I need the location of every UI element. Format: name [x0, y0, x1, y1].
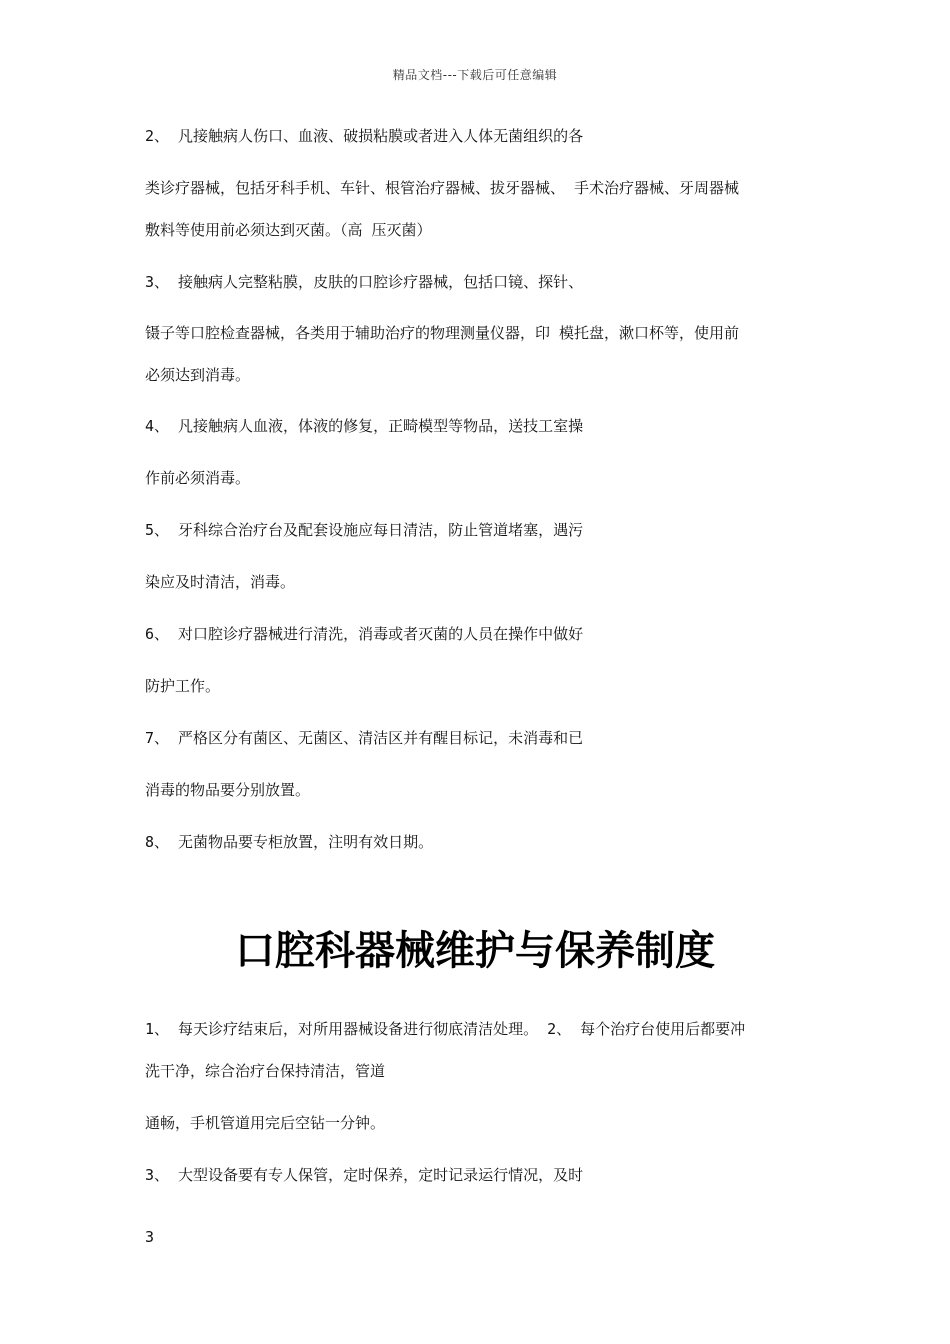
text-line: 镊子等口腔检查器械，各类用于辅助治疗的物理测量仪器，印 模托盘，漱口杯等，使用前 — [145, 324, 740, 342]
text-line: 6、 对口腔诊疗器械进行清洗，消毒或者灭菌的人员在操作中做好 — [145, 625, 584, 643]
text-line: 8、 无菌物品要专柜放置，注明有效日期。 — [145, 833, 434, 851]
text-line: 敷料等使用前必须达到灭菌。（高 压灭菌） — [145, 221, 432, 239]
text-line: 1、 每天诊疗结束后，对所用器械设备进行彻底清洁处理。 2、 每个治疗台使用后都要冲 — [145, 1020, 746, 1038]
text-line: 5、 牙科综合治疗台及配套设施应每日清洁，防止管道堵塞，遇污 — [145, 521, 584, 539]
text-line: 防护工作。 — [145, 677, 221, 695]
text-line: 2、 凡接触病人伤口、血液、破损粘膜或者进入人体无菌组织的各 — [145, 127, 584, 145]
page-number: 3 — [145, 1228, 155, 1246]
text-line: 必须达到消毒。 — [145, 366, 251, 384]
text-line: 染应及时清洁，消毒。 — [145, 573, 296, 591]
text-line: 通畅，手机管道用完后空钻一分钟。 — [145, 1114, 386, 1132]
text-line: 3、 大型设备要有专人保管，定时保养，定时记录运行情况，及时 — [145, 1166, 584, 1184]
text-line: 3、 接触病人完整粘膜，皮肤的口腔诊疗器械，包括口镜、探针、 — [145, 273, 584, 291]
section-title: 口腔科器械维护与保养制度 — [235, 928, 715, 974]
text-line: 洗干净，综合治疗台保持清洁，管道 — [145, 1062, 386, 1080]
page-header: 精品文档---下载后可任意编辑 — [392, 68, 558, 82]
text-line: 7、 严格区分有菌区、无菌区、清洁区并有醒目标记，未消毒和已 — [145, 729, 584, 747]
text-line: 消毒的物品要分别放置。 — [145, 781, 311, 799]
text-line: 类诊疗器械，包括牙科手机、车针、根管治疗器械、拔牙器械、 手术治疗器械、牙周器械 — [145, 179, 740, 197]
text-line: 4、 凡接触病人血液，体液的修复，正畸模型等物品，送技工室操 — [145, 417, 584, 435]
text-line: 作前必须消毒。 — [145, 469, 251, 487]
